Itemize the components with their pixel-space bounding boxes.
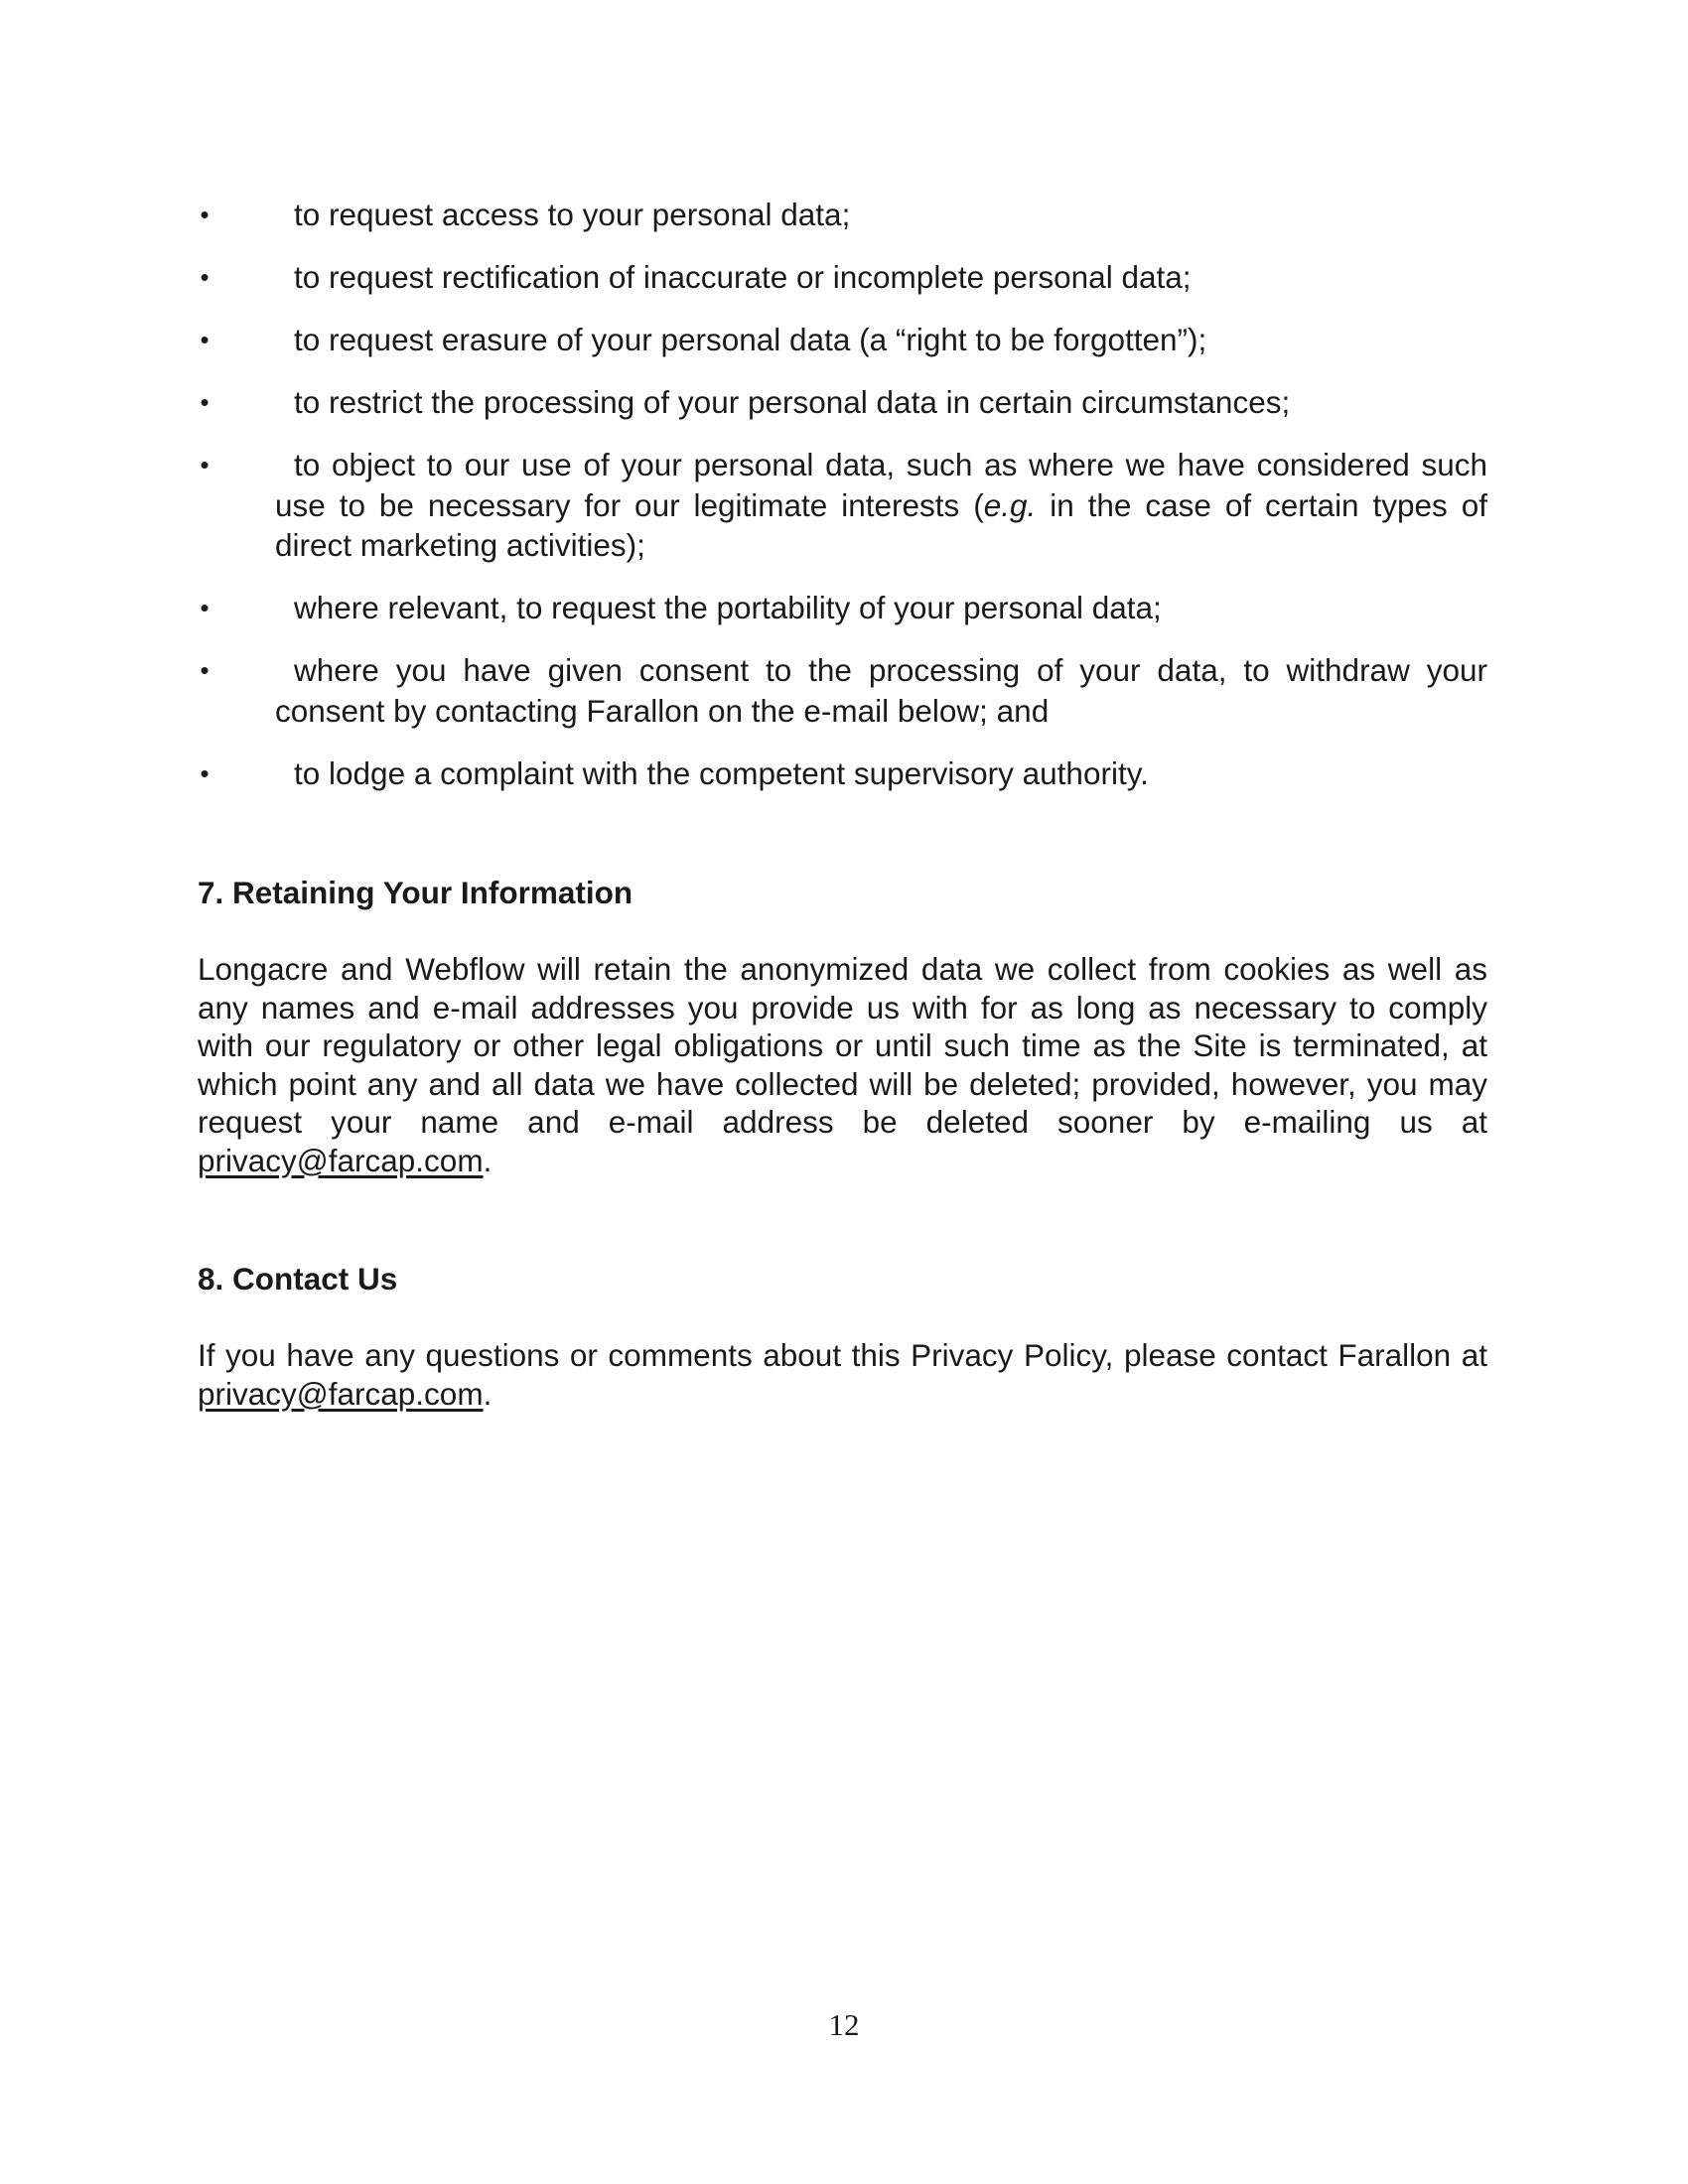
list-item (198, 650, 1487, 731)
list-item-italic: e.g. (983, 486, 1037, 523)
section-heading-contact: 8. Contact Us (198, 1261, 398, 1297)
bullet-icon: • (200, 450, 210, 479)
privacy-email-link[interactable]: privacy@farcap.com (198, 1142, 484, 1178)
list-item-text: to request erasure of your personal data (a “right to be forgotten”); (294, 322, 1207, 357)
list-item-text-end: in the case of certain types of direct marketing activities); (275, 486, 1487, 563)
document-page (198, 195, 1487, 1413)
rights-list (198, 195, 1487, 793)
bullet-icon: • (200, 757, 210, 788)
contact-email-link[interactable]: privacy@farcap.com (198, 1375, 484, 1412)
bullet-icon: • (200, 655, 210, 685)
list-item (198, 320, 1487, 360)
contact-text: If you have any questions or comments about this Privacy Policy, please contact Farallon at (198, 1337, 1487, 1373)
retaining-paragraph (198, 950, 1487, 1179)
bullet-icon: • (200, 387, 210, 417)
section-heading-retaining: 7. Retaining Your Information (198, 875, 633, 910)
list-item (198, 257, 1487, 298)
list-item-text: to restrict the processing of your personal data in certain circumstances; (294, 384, 1291, 420)
list-item-text: to object to our use of your personal data, such as where we have considered such use to be necessary for our legitimate interests ( (275, 447, 1487, 523)
list-item-text: where relevant, to request the portability of your personal data; (294, 590, 1162, 625)
list-item-text: to request access to your personal data; (294, 197, 851, 232)
list-item (198, 445, 1487, 566)
bullet-icon: • (200, 325, 210, 354)
list-item-text: to request rectification of inaccurate or incomplete personal data; (294, 259, 1192, 295)
contact-text-end: . (483, 1375, 492, 1412)
bullet-icon: • (200, 200, 210, 229)
list-item (198, 382, 1487, 423)
list-item (198, 753, 1487, 794)
list-item (198, 588, 1487, 628)
retaining-text: Longacre and Webflow will retain the anonymized data we collect from cookies as well as any names and e-mail addresses you provide us with for as long as necessary to comply with our regulatory or other legal obligations or until such time as the Site is terminated, at which point any and all data we have collected will be deleted; provided, however, you may request your name and e-mail address be deleted sooner by e-mailing us at (198, 951, 1487, 1140)
list-item-text: to lodge a complaint with the competent supervisory authority. (294, 754, 1149, 791)
contact-paragraph (198, 1336, 1487, 1413)
list-item (198, 195, 1487, 235)
list-item-text: where you have given consent to the processing of your data, to withdraw your consent by contacting Farallon on the e-mail below; and (275, 652, 1487, 729)
page-number: 12 (828, 2007, 860, 2042)
retaining-text-end: . (483, 1142, 492, 1178)
bullet-icon: • (200, 262, 210, 292)
bullet-icon: • (200, 593, 210, 622)
